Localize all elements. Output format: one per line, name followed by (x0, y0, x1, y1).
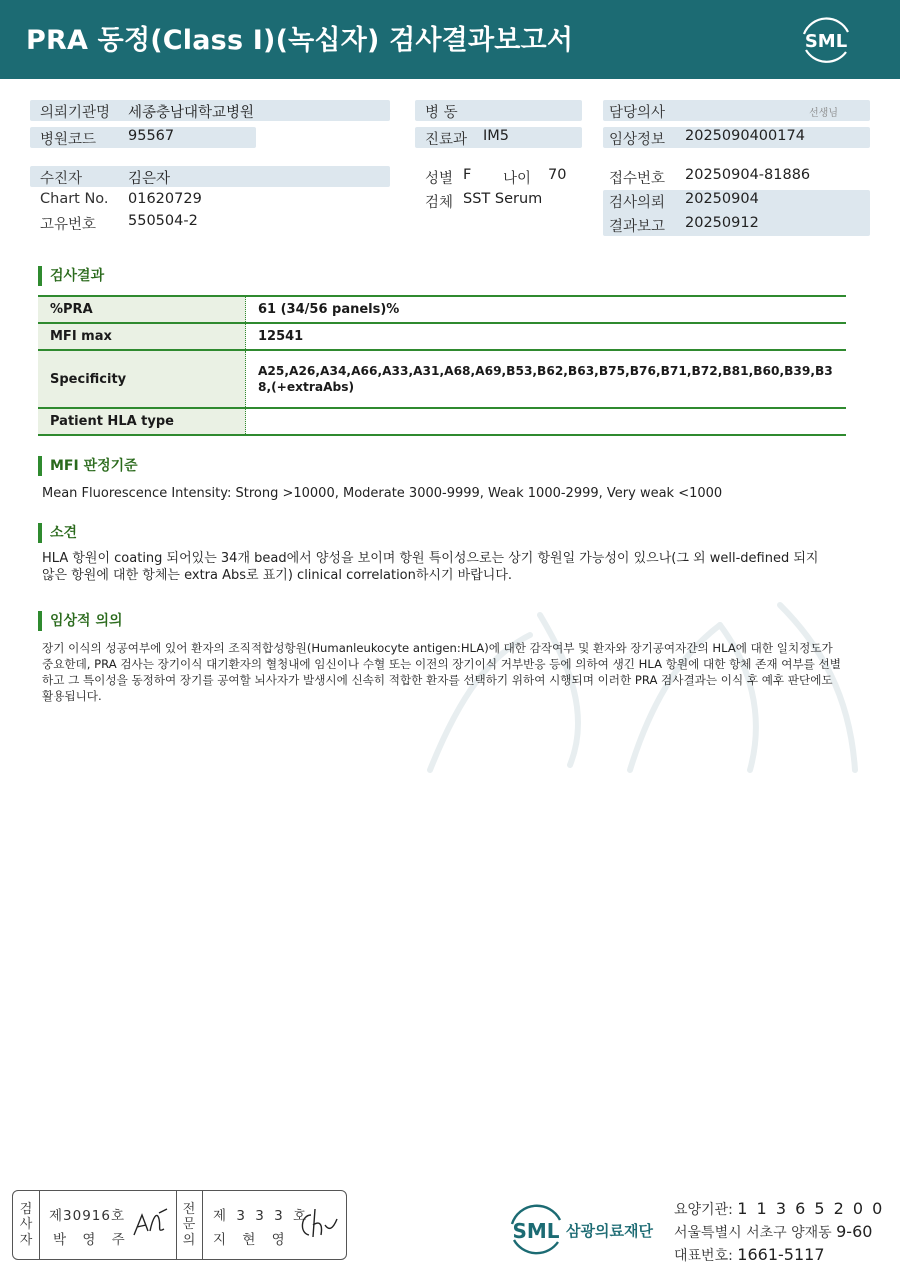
footer-code-value: 1 1 3 6 5 2 0 0 (737, 1199, 885, 1218)
examiner-signature-icon (131, 1205, 171, 1241)
opinion-text: HLA 항원이 coating 되어있는 34개 bead에서 양성을 보이며 항원 특이성으로는 상기 항원일 가능성이 있으나(그 외 well-defined 되지 않은 항원에 대한 항체는 extra Abs로 표기) clinical correlation하시기 바랍니다. (42, 551, 819, 583)
clinical-significance-text: 장기 이식의 성공여부에 있어 환자의 조직적합성항원(Humanleukocyte antigen:HLA)에 대한 감작여부 및 환자와 장기공여자간의 HLA에 대한 일치정도가 중요한데, PRA 검사는 장기이식 대기환자의 혈청내에 임신이나 수혈 또는 이전의 장기이식 거부반응 등에 의하여 생긴 HLA 항원에 대한 항체 존재 여부를 선별하고 그 특이성을 동정하여 장기를 공여할 뇌사자가 발생시에 신속히 적합한 환자를 선택하기 위하여 시행되며 이러한 PRA 검사결과는 이식 후 예후 판단에도 활용됩니다. (42, 641, 841, 703)
footer-address: 서울특별시 서초구 양재동 (674, 1225, 832, 1241)
chart-value: 01620729 (128, 191, 202, 207)
mfi-criteria-text: Mean Fluorescence Intensity: Strong >10000, Moderate 3000-9999, Weak 1000-2999, Very weak <1000 (42, 486, 723, 501)
chart-label: Chart No. (40, 191, 109, 207)
result-key: %PRA (38, 296, 246, 323)
specimen-row (415, 190, 595, 211)
hospital-row (30, 100, 390, 121)
report-date-value: 20250912 (685, 215, 759, 231)
clinical-info-row (603, 127, 870, 148)
doctor-label: 담당의사 (609, 105, 666, 121)
footer-logo-text: SML (512, 1219, 560, 1243)
examiner-label: 검사자 (19, 1201, 33, 1248)
sml-logo-icon (796, 12, 856, 68)
doctor-row (603, 100, 870, 121)
id-row (30, 212, 390, 233)
sex-age-row (415, 166, 595, 187)
hospital-value: 세종충남대학교병원 (128, 105, 255, 121)
receipt-row (603, 166, 870, 187)
examiner-name: 박 영 주 (53, 1232, 131, 1248)
id-label: 고유번호 (40, 217, 97, 233)
result-value: 12541 (246, 323, 847, 350)
dept-row (415, 127, 582, 148)
code-row (30, 127, 256, 148)
dept-label: 진료과 (425, 132, 468, 148)
footer-code-line (674, 1199, 884, 1219)
specialist-label: 전문의 (182, 1201, 196, 1248)
code-label: 병원코드 (40, 132, 97, 148)
result-key: Specificity (38, 350, 246, 408)
receipt-value: 20250904-81886 (685, 167, 811, 183)
result-row-specificity (38, 350, 846, 408)
footer-phone-line (674, 1245, 825, 1265)
footer-phone-value: 1661-5117 (737, 1245, 825, 1264)
result-value: A25,A26,A34,A66,A33,A31,A68,A69,B53,B62,B63,B75,B76,B71,B72,B81,B60,B39,B38,(+extraAbs) (246, 350, 847, 408)
footer-code-label: 요양기관: (674, 1202, 733, 1218)
header-logo-text: SML (804, 31, 848, 52)
report-header (0, 0, 900, 79)
result-value (246, 408, 847, 435)
ward-row (415, 100, 582, 121)
report-date-label: 결과보고 (609, 219, 666, 235)
specialist-license: 제 3 3 3 호 (213, 1208, 310, 1224)
result-key: Patient HLA type (38, 408, 246, 435)
footer-address-line (674, 1222, 872, 1242)
patient-value: 김은자 (128, 171, 171, 187)
hospital-label: 의뢰기관명 (40, 105, 111, 121)
section-title-results: 검사결과 (38, 266, 104, 286)
sex-value: F (463, 167, 472, 183)
report-title: PRA 동정(Class I)(녹십자) 검사결과보고서 (26, 25, 574, 56)
specimen-label: 검체 (425, 195, 454, 211)
footer-brand-text: 삼광의료재단 (566, 1222, 653, 1240)
dates-block (603, 190, 870, 236)
doctor-suffix: 선생님 (809, 108, 838, 119)
result-value: 61 (34/56 panels)% (246, 296, 847, 323)
request-value: 20250904 (685, 191, 759, 207)
receipt-label: 접수번호 (609, 171, 666, 187)
specialist-name: 지 현 영 (213, 1232, 291, 1248)
patient-label: 수진자 (40, 171, 83, 187)
footer-sml-logo-icon (508, 1198, 668, 1258)
id-value: 550504-2 (128, 213, 198, 229)
request-label: 검사의뢰 (609, 195, 666, 211)
ward-label: 병 동 (425, 105, 458, 121)
result-row-pra (38, 296, 846, 323)
examiner-license: 제30916호 (49, 1208, 126, 1224)
sex-label: 성별 (425, 171, 454, 187)
results-table (38, 295, 846, 436)
section-title-mfi: MFI 판정기준 (38, 456, 138, 476)
dept-value: IM5 (483, 128, 510, 144)
result-row-mfi (38, 323, 846, 350)
code-value: 95567 (128, 128, 175, 144)
age-label: 나이 (503, 171, 532, 187)
footer-address-no: 9-60 (836, 1222, 873, 1241)
section-title-clinical: 임상적 의의 (38, 611, 123, 631)
signature-box (12, 1190, 347, 1260)
result-row-hla-type (38, 408, 846, 435)
chart-row (30, 190, 390, 211)
patient-row (30, 166, 390, 187)
clinical-info-value: 2025090400174 (685, 128, 805, 144)
footer-phone-label: 대표번호: (674, 1248, 733, 1264)
age-value: 70 (548, 167, 567, 183)
clinical-info-label: 임상정보 (609, 132, 666, 148)
result-key: MFI max (38, 323, 246, 350)
specimen-value: SST Serum (463, 191, 543, 207)
specialist-signature-icon (295, 1205, 339, 1243)
section-title-opinion: 소견 (38, 523, 77, 543)
